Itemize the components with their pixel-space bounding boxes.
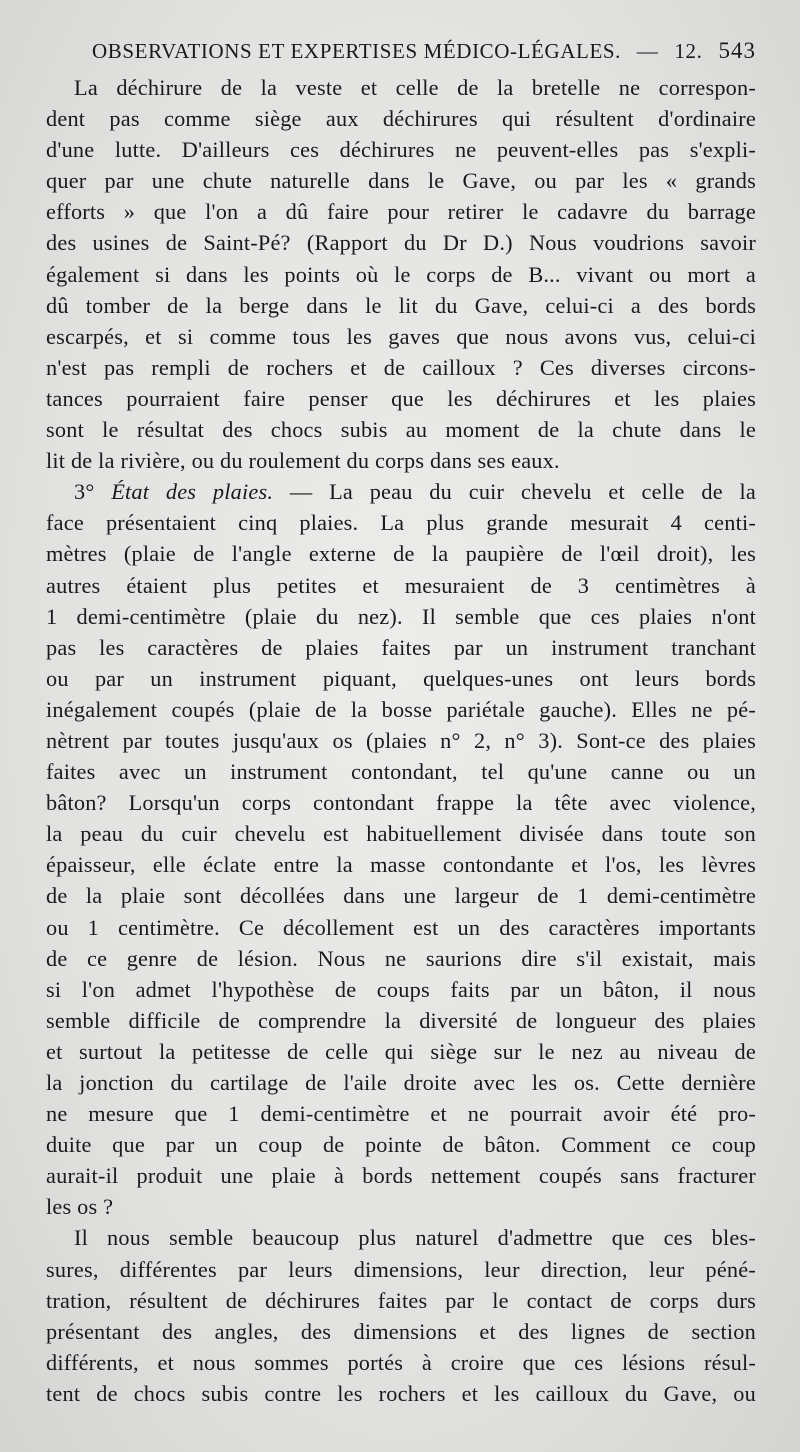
text-line: tances pourraient faire penser que les déchirures et les plaies (46, 385, 756, 411)
text-line: différents, et nous sommes portés à croire que ces lésions résul- (46, 1349, 756, 1375)
text-line: des usines de Saint-Pé? (Rapport du Dr D.) Nous voudrions savoir (46, 230, 756, 256)
text-line: ou 1 centimètre. Ce décollement est un des caractères importants (46, 914, 756, 940)
body-text (46, 72, 756, 1409)
text-line: duite que par un coup de pointe de bâton. Comment ce coup (46, 1132, 756, 1158)
text-line: sont le résultat des chocs subis au moment de la chute dans le (46, 417, 756, 443)
text-line: faites avec un instrument contondant, tel qu'une canne ou un (46, 759, 756, 785)
text-line: quer par une chute naturelle dans le Gave, ou par les « grands (46, 168, 756, 194)
text-line: également si dans les points où le corps de B... vivant ou mort a (46, 261, 756, 287)
text-line: n'est pas rempli de rochers et de cailloux ? Ces diverses circons- (46, 354, 756, 380)
section-marker: 3° (74, 479, 112, 505)
text-line: présentant des angles, des dimensions et des lignes de section (46, 1318, 756, 1344)
text-line: semble difficile de comprendre la diversité de longueur des plaies (46, 1007, 756, 1033)
text-line: sures, différentes par leurs dimensions, leur direction, leur péné- (46, 1256, 756, 1282)
section-heading: État des plaies. (111, 479, 274, 505)
text-line: et surtout la petitesse de celle qui siège sur le nez au niveau de (46, 1038, 756, 1064)
page-number: 543 (718, 38, 756, 63)
text-line: de la plaie sont décollées dans une largeur de 1 demi-centimètre (46, 883, 756, 909)
line-text: — La peau du cuir chevelu et celle de la (273, 479, 756, 505)
running-title: OBSERVATIONS ET EXPERTISES MÉDICO-LÉGALES. (92, 39, 622, 63)
text-line: ou par un instrument piquant, quelques-unes ont leurs bords (46, 665, 756, 691)
text-line: nètrent par toutes jusqu'aux os (plaies n° 2, n° 3). Sont-ce des plaies (46, 727, 756, 753)
text-line: dent pas comme siège aux déchirures qui résultent d'ordinaire (46, 106, 756, 132)
text-line: la peau du cuir chevelu est habituellement divisée dans toute son (46, 821, 756, 847)
text-line: si l'on admet l'hypothèse de coups faits par un bâton, il nous (46, 976, 756, 1002)
running-header (46, 38, 756, 72)
text-line: mètres (plaie de l'angle externe de la paupière de l'œil droit), les (46, 541, 756, 567)
text-line (46, 476, 756, 507)
text-line: 1 demi-centimètre (plaie du nez). Il semble que ces plaies n'ont (46, 603, 756, 629)
text-line: pas les caractères de plaies faites par un instrument tranchant (46, 634, 756, 660)
text-line: escarpés, et si comme tous les gaves que nous avons vus, celui-ci (46, 323, 756, 349)
text-line: efforts » que l'on a dû faire pour retirer le cadavre du barrage (46, 199, 756, 225)
text-line: épaisseur, elle éclate entre la masse contondante et l'os, les lèvres (46, 852, 756, 878)
text-line: La déchirure de la veste et celle de la bretelle ne correspon- (74, 75, 756, 100)
text-line: les os ? (46, 1194, 114, 1220)
text-line: dû tomber de la berge dans le lit du Gave, celui-ci a des bords (46, 292, 756, 318)
text-line: aurait-il produit une plaie à bords nettement coupés sans fracturer (46, 1163, 756, 1189)
text-line: inégalement coupés (plaie de la bosse pariétale gauche). Elles ne pé- (46, 696, 756, 722)
text-line: la jonction du cartilage de l'aile droite avec les os. Cette dernière (46, 1070, 756, 1095)
text-line: lit de la rivière, ou du roulement du corps dans ses eaux. (46, 448, 560, 474)
text-line: de ce genre de lésion. Nous ne saurions dire s'il existait, mais (46, 945, 756, 971)
text-line: d'une lutte. D'ailleurs ces déchirures ne peuvent-elles pas s'expli- (46, 137, 756, 163)
text-line: tent de chocs subis contre les rochers et les cailloux du Gave, ou (46, 1380, 756, 1406)
header-dash: — (636, 39, 659, 63)
text-line: bâton? Lorsqu'un corps contondant frappe la tête avec violence, (46, 790, 756, 816)
text-line: autres étaient plus petites et mesuraient de 3 centimètres à (46, 572, 756, 598)
text-line: tration, résultent de déchirures faites par le contact de corps durs (46, 1287, 756, 1313)
header-right (637, 38, 756, 64)
text-line: ne mesure que 1 demi-centimètre et ne pourrait avoir été pro- (46, 1101, 756, 1127)
text-line: face présentaient cinq plaies. La plus grande mesurait 4 centi- (46, 510, 756, 536)
text-line: Il nous semble beaucoup plus naturel d'admettre que ces bles- (74, 1225, 756, 1251)
section-number: 12. (674, 39, 703, 63)
